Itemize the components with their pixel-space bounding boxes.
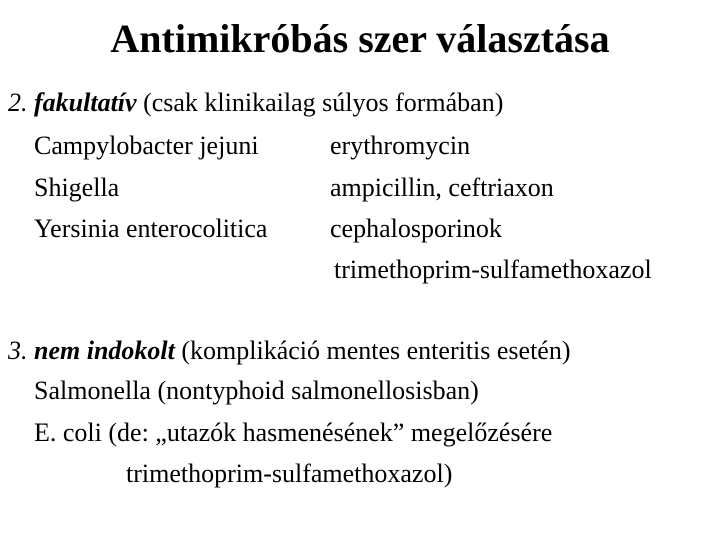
section2-note: (csak klinikailag súlyos formában) xyxy=(143,88,504,117)
organism-yersinia: Yersinia enterocolitica xyxy=(34,214,268,243)
section2-heading xyxy=(8,88,503,118)
section3-line-ecoli: E. coli (de: „utazók hasmenésének” megelőzésére xyxy=(34,418,553,447)
section2-keyword: fakultatív xyxy=(34,88,137,117)
section3-line-tmp-smx: trimethoprim-sulfamethoxazol) xyxy=(126,459,453,488)
section3-keyword: nem indokolt xyxy=(34,336,175,365)
drug-ampicillin-ceftriaxon: ampicillin, ceftriaxon xyxy=(330,173,554,202)
organism-campylobacter: Campylobacter jejuni xyxy=(34,131,259,160)
section3-line-salmonella: Salmonella (nontyphoid salmonellosisban) xyxy=(34,376,479,405)
organism-shigella: Shigella xyxy=(34,173,120,202)
section3-number: 3. xyxy=(8,336,28,365)
drug-erythromycin: erythromycin xyxy=(330,131,471,160)
section3-heading xyxy=(8,336,571,366)
section2-number: 2. xyxy=(8,88,28,117)
drug-trimethoprim-sulfamethoxazol: trimethoprim-sulfamethoxazol xyxy=(334,255,652,284)
drug-cephalosporinok: cephalosporinok xyxy=(330,214,502,243)
section3-note: (komplikáció mentes enteritis esetén) xyxy=(181,336,571,365)
slide-title: Antimikróbás szer választása xyxy=(110,16,610,61)
